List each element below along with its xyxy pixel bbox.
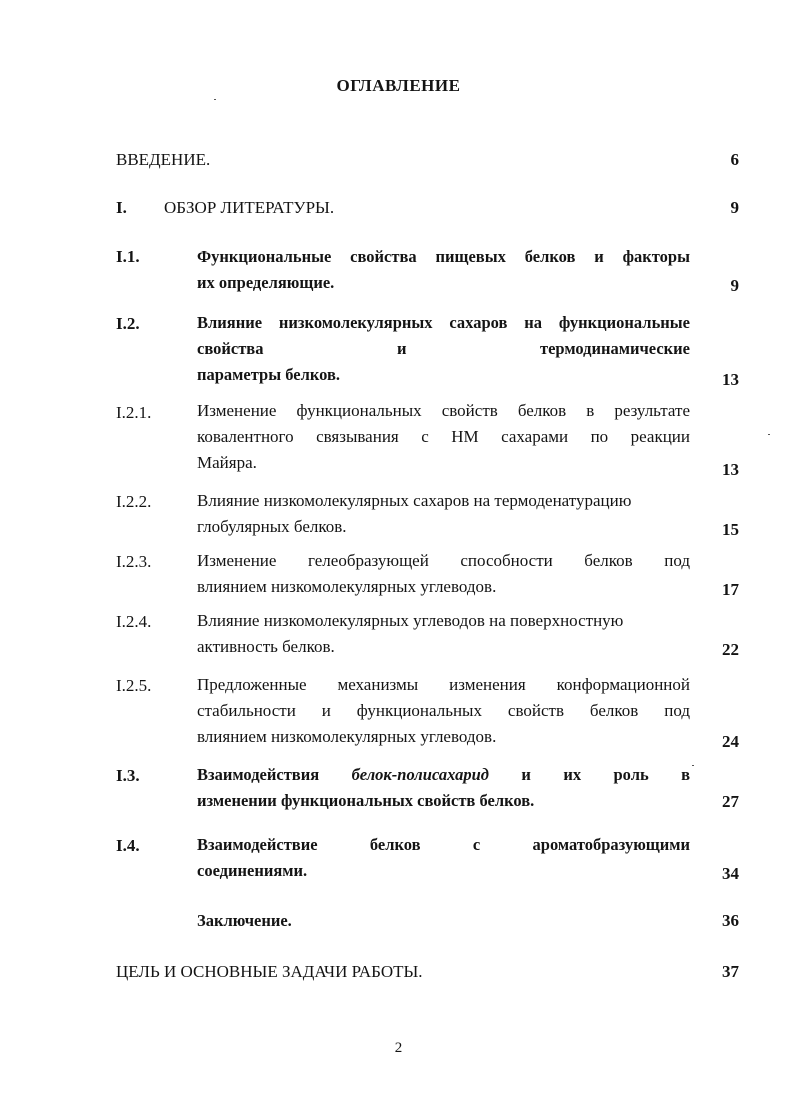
toc-page: 15 (722, 520, 739, 539)
toc-num: I.1. (116, 247, 140, 266)
toc-page: 22 (722, 640, 739, 659)
scan-speck (214, 99, 216, 100)
toc-entry-review: ОБЗОР ЛИТЕРАТУРЫ. (164, 198, 335, 217)
toc-entry-text: Влияние низкомолекулярных сахаров на термоденатурацию глобулярных белков. (197, 491, 632, 536)
toc-entry-conclusion: Заключение. (197, 911, 292, 930)
toc-page: 34 (722, 864, 739, 883)
toc-num: I.2.5. (116, 676, 152, 695)
toc-page: 9 (730, 198, 739, 217)
toc-num: I. (116, 198, 127, 217)
toc-num: I.4. (116, 836, 140, 855)
page-number: 2 (394, 1040, 403, 1056)
toc-entry-text: Изменение гелеобразующей способности белков под влиянием низкомолекулярных углеводов. (197, 551, 690, 596)
toc-entry-text: Взаимодействия белок-полисахарид и их роль в изменении функциональных свойств белков. (197, 765, 691, 810)
toc-page: 17 (722, 580, 739, 599)
toc-num: I.2.3. (116, 552, 152, 571)
toc-page: 37 (722, 962, 739, 981)
scan-speck (692, 765, 694, 766)
toc-entry-intro: ВВЕДЕНИЕ. (116, 150, 211, 169)
toc-page: 9 (730, 276, 739, 295)
toc-num: I.2.2. (116, 492, 152, 511)
toc-num: I.2.4. (116, 612, 152, 631)
toc-entry-text: Влияние низкомолекулярных углеводов на поверхностную активность белков. (197, 611, 624, 656)
toc-entry-text: Влияние низкомолекулярных сахаров на функциональные свойства и термодинамические параметры белков. (197, 313, 691, 384)
toc-page: 13 (722, 460, 739, 479)
toc-num: I.2. (116, 314, 140, 333)
toc-entry-goal: ЦЕЛЬ И ОСНОВНЫЕ ЗАДАЧИ РАБОТЫ. (116, 962, 423, 981)
toc-num: I.3. (116, 766, 140, 785)
toc-page: 36 (722, 911, 739, 930)
toc-num: I.2.1. (116, 403, 152, 422)
toc-page: 13 (722, 370, 739, 389)
toc-page: 27 (722, 792, 739, 811)
toc-page: 6 (730, 150, 739, 169)
toc-entry-text: Взаимодействие белков с ароматобразующими соединениями. (197, 835, 690, 880)
toc-entry-text: Изменение функциональных свойств белков в результате ковалентного связывания с НМ сахарами по реакции Майяра. (197, 401, 690, 472)
toc-entry-text: Предложенные механизмы изменения конформационной стабильности и функциональных свойств белков под влиянием низкомолекулярных углеводов. (197, 675, 690, 746)
toc-title: ОГЛАВЛЕНИЕ (336, 76, 461, 95)
toc-page: 24 (722, 732, 739, 751)
scan-speck (768, 434, 770, 435)
toc-entry-text: Функциональные свойства пищевых белков и факторы их определяющие. (197, 247, 690, 292)
